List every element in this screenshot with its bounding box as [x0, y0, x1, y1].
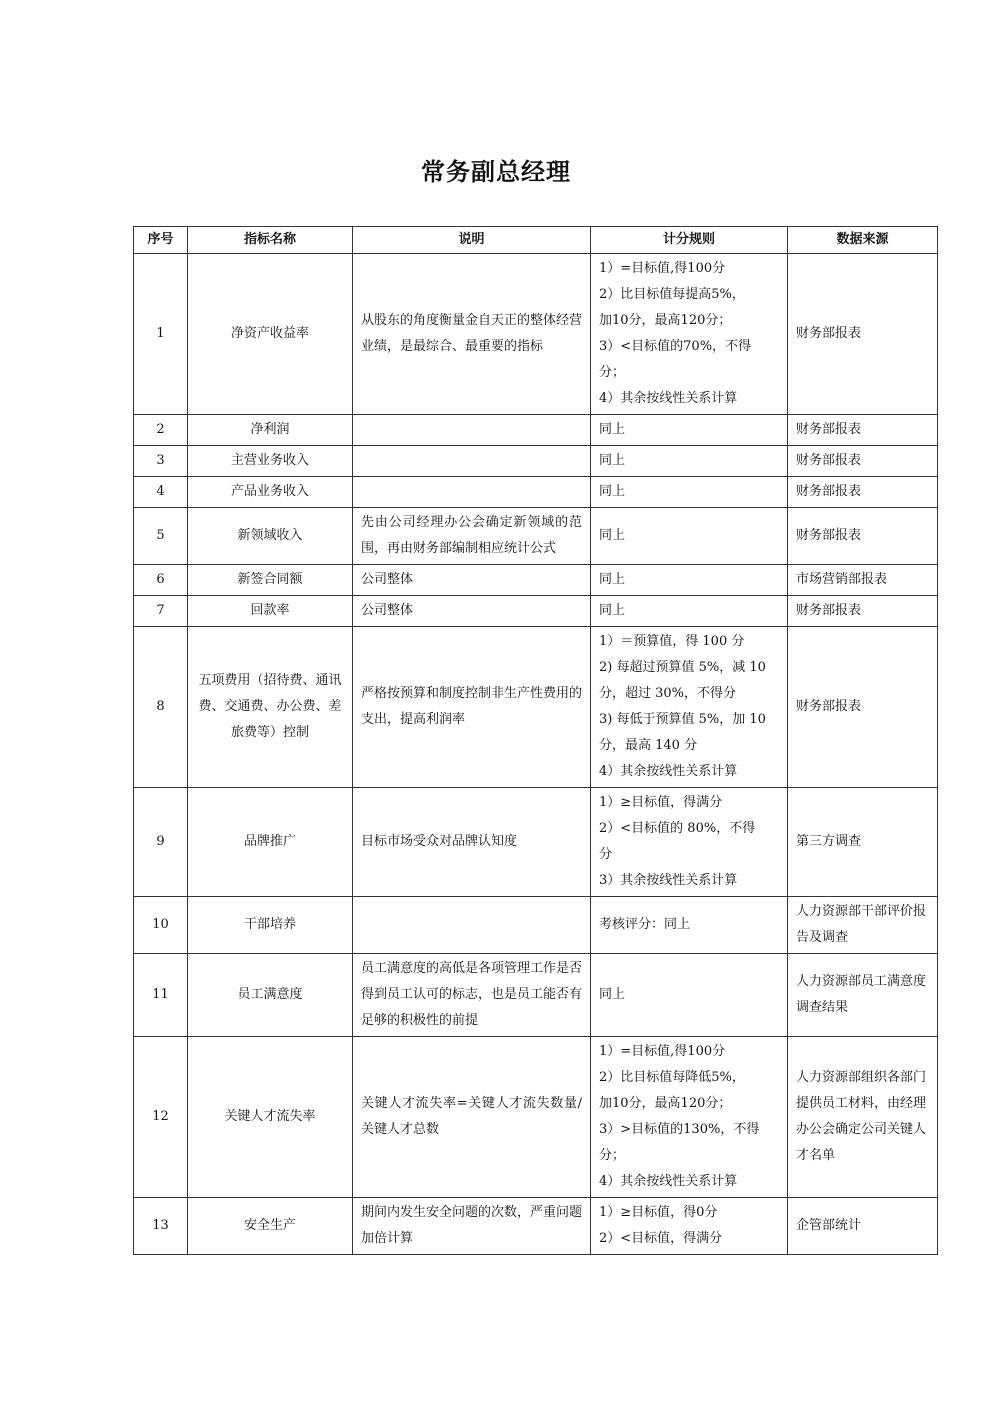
- table-row: [134, 627, 938, 788]
- document-title: 常务副总经理: [421, 158, 571, 186]
- data-source-text: 财务部报表: [796, 528, 862, 543]
- indicator-name: [188, 477, 353, 508]
- row-number: [134, 415, 188, 446]
- row-number-text: 9: [156, 834, 165, 849]
- table-header-row: [134, 227, 938, 254]
- table-row: [134, 446, 938, 477]
- row-number-text: 10: [152, 917, 169, 932]
- data-source-text: 财务部报表: [796, 484, 862, 499]
- indicator-name-text: 关键人才流失率: [224, 1109, 316, 1124]
- scoring-rule-line: 1）≥目标值，得0分: [599, 1205, 718, 1220]
- scoring-rule-line: 同上: [599, 603, 626, 618]
- data-source-text: 人力资源部组织各部门提供员工材料，由经理办公会确定公司关键人才名单: [796, 1070, 927, 1163]
- row-number-text: 3: [156, 453, 165, 468]
- indicator-description: [353, 897, 591, 954]
- row-number: [134, 446, 188, 477]
- indicator-description: [353, 1198, 591, 1255]
- data-source: [788, 627, 938, 788]
- header-scoring-rule: 计分规则: [591, 227, 788, 254]
- scoring-rule: [591, 446, 788, 477]
- indicator-description-text: 先由公司经理办公会确定新领域的范围，再由财务部编制相应统计公式: [361, 515, 582, 556]
- row-number: [134, 627, 188, 788]
- indicator-description: [353, 565, 591, 596]
- scoring-rule-line: 4）其余按线性关系计算: [599, 391, 738, 406]
- data-source-text: 企管部统计: [796, 1218, 862, 1233]
- indicator-description-text: 期间内发生安全问题的次数，严重问题加倍计算: [361, 1205, 583, 1246]
- indicator-name: [188, 897, 353, 954]
- data-source: [788, 788, 938, 897]
- indicator-name: [188, 596, 353, 627]
- indicator-name-text: 五项费用（招待费、通讯费、交通费、办公费、差旅费等）控制: [198, 673, 342, 740]
- scoring-rule-line: 3）<目标值的70%，不得: [599, 339, 752, 354]
- scoring-rule: [591, 477, 788, 508]
- row-number-text: 6: [156, 572, 165, 587]
- data-source: [788, 415, 938, 446]
- data-source: [788, 1037, 938, 1198]
- indicator-name-text: 净资产收益率: [230, 326, 309, 341]
- table-row: [134, 415, 938, 446]
- header-indicator-name: 指标名称: [188, 227, 353, 254]
- scoring-rule-line: 分；: [599, 365, 626, 380]
- indicator-name-text: 员工满意度: [237, 987, 303, 1002]
- data-source: [788, 954, 938, 1037]
- scoring-rule-line: 同上: [599, 484, 626, 499]
- scoring-rule-line: 1）=目标值,得100分: [599, 261, 726, 276]
- scoring-rule: [591, 415, 788, 446]
- table-row: [134, 508, 938, 565]
- indicator-description: [353, 788, 591, 897]
- indicator-description: [353, 415, 591, 446]
- row-number: [134, 954, 188, 1037]
- scoring-rule: [591, 627, 788, 788]
- scoring-rule: [591, 254, 788, 415]
- indicator-description: [353, 627, 591, 788]
- scoring-rule-line: 分，超过 30%，不得分: [599, 686, 737, 701]
- table-body: [134, 254, 938, 1255]
- scoring-rule-line: 4）其余按线性关系计算: [599, 1174, 738, 1189]
- data-source-text: 人力资源部员工满意度调查结果: [796, 974, 927, 1015]
- data-source: [788, 565, 938, 596]
- scoring-rule-line: 3）>目标值的130%，不得: [599, 1122, 760, 1137]
- scoring-rule: [591, 788, 788, 897]
- row-number-text: 5: [156, 528, 165, 543]
- scoring-rule-line: 分，最高 140 分: [599, 738, 698, 753]
- row-number-text: 8: [156, 699, 165, 714]
- row-number: [134, 477, 188, 508]
- table-row: [134, 565, 938, 596]
- indicator-name: [188, 954, 353, 1037]
- scoring-rule-line: 2) 每超过预算值 5%，减 10: [599, 660, 766, 675]
- row-number: [134, 596, 188, 627]
- row-number: [134, 1198, 188, 1255]
- scoring-rule: [591, 565, 788, 596]
- indicator-name-text: 产品业务收入: [230, 484, 309, 499]
- scoring-rule: [591, 1198, 788, 1255]
- header-no: 序号: [134, 227, 188, 254]
- scoring-rule-line: 加10分，最高120分；: [599, 313, 732, 328]
- indicator-name-text: 新签合同额: [237, 572, 303, 587]
- indicator-name-text: 干部培养: [243, 917, 296, 932]
- indicator-description-text: 关键人才流失率=关键人才流失数量/关键人才总数: [361, 1096, 582, 1137]
- indicator-name: [188, 1198, 353, 1255]
- data-source: [788, 897, 938, 954]
- table-row: [134, 254, 938, 415]
- row-number: [134, 1037, 188, 1198]
- data-source-text: 财务部报表: [796, 603, 862, 618]
- scoring-rule: [591, 897, 788, 954]
- scoring-rule: [591, 954, 788, 1037]
- data-source: [788, 1198, 938, 1255]
- indicator-name-text: 主营业务收入: [230, 453, 309, 468]
- table-row: [134, 1198, 938, 1255]
- indicator-name: [188, 446, 353, 477]
- table-row: [134, 954, 938, 1037]
- row-number-text: 7: [156, 603, 165, 618]
- indicator-name: [188, 565, 353, 596]
- scoring-rule: [591, 596, 788, 627]
- row-number: [134, 565, 188, 596]
- scoring-rule-line: 考核评分：同上: [599, 917, 691, 932]
- header-data-source: 数据来源: [788, 227, 938, 254]
- indicator-name-text: 净利润: [250, 422, 290, 437]
- row-number-text: 1: [156, 326, 165, 341]
- indicator-description: [353, 254, 591, 415]
- scoring-rule-line: 同上: [599, 453, 626, 468]
- indicator-description-text: 公司整体: [361, 603, 414, 618]
- row-number: [134, 897, 188, 954]
- data-source: [788, 446, 938, 477]
- indicator-name: [188, 1037, 353, 1198]
- scoring-rule-line: 1）=目标值,得100分: [599, 1044, 726, 1059]
- scoring-rule-line: 同上: [599, 422, 626, 437]
- indicator-description: [353, 1037, 591, 1198]
- data-source-text: 财务部报表: [796, 699, 862, 714]
- indicator-description-text: 目标市场受众对品牌认知度: [361, 834, 518, 849]
- scoring-rule-line: 1）≥目标值，得满分: [599, 795, 723, 810]
- row-number: [134, 254, 188, 415]
- scoring-rule-line: 2）<目标值，得满分: [599, 1231, 723, 1246]
- table-row: [134, 477, 938, 508]
- data-source-text: 人力资源部干部评价报告及调查: [796, 904, 927, 945]
- scoring-rule-line: 分: [599, 847, 613, 862]
- indicator-name: [188, 415, 353, 446]
- scoring-rule-line: 1）＝预算值，得 100 分: [599, 634, 745, 649]
- table-row: [134, 596, 938, 627]
- indicator-name-text: 回款率: [250, 603, 290, 618]
- row-number-text: 13: [152, 1218, 169, 1233]
- indicator-description: [353, 477, 591, 508]
- scoring-rule-line: 分；: [599, 1148, 626, 1163]
- scoring-rule-line: 2）比目标值每提高5%，: [599, 287, 745, 302]
- scoring-rule: [591, 1037, 788, 1198]
- row-number: [134, 508, 188, 565]
- indicator-name-text: 品牌推广: [243, 834, 296, 849]
- table-row: [134, 1037, 938, 1198]
- indicator-description: [353, 954, 591, 1037]
- data-source-text: 财务部报表: [796, 326, 862, 341]
- scoring-rule: [591, 508, 788, 565]
- row-number-text: 11: [152, 987, 169, 1002]
- data-source-text: 财务部报表: [796, 422, 862, 437]
- kpi-table: [133, 226, 938, 1255]
- row-number: [134, 788, 188, 897]
- data-source-text: 第三方调查: [796, 834, 862, 849]
- table-row: [134, 788, 938, 897]
- indicator-name: [188, 788, 353, 897]
- scoring-rule-line: 同上: [599, 528, 626, 543]
- table-row: [134, 897, 938, 954]
- indicator-name: [188, 627, 353, 788]
- indicator-description-text: 从股东的角度衡量金自天正的整体经营业绩，是最综合、最重要的指标: [361, 313, 583, 354]
- indicator-description: [353, 446, 591, 477]
- scoring-rule-line: 加10分，最高120分；: [599, 1096, 732, 1111]
- scoring-rule-line: 2）比目标值每降低5%，: [599, 1070, 745, 1085]
- indicator-name: [188, 254, 353, 415]
- data-source: [788, 254, 938, 415]
- header-description: 说明: [353, 227, 591, 254]
- indicator-description-text: 公司整体: [361, 572, 414, 587]
- scoring-rule-line: 同上: [599, 572, 626, 587]
- indicator-description-text: 严格按预算和制度控制非生产性费用的支出，提高利润率: [361, 686, 583, 727]
- row-number-text: 12: [152, 1109, 169, 1124]
- indicator-description-text: 员工满意度的高低是各项管理工作是否得到员工认可的标志，也是员工能否有足够的积极性的前提: [361, 961, 583, 1028]
- scoring-rule-line: 4）其余按线性关系计算: [599, 764, 738, 779]
- scoring-rule-line: 同上: [599, 987, 626, 1002]
- indicator-name: [188, 508, 353, 565]
- row-number-text: 4: [156, 484, 165, 499]
- data-source: [788, 508, 938, 565]
- data-source: [788, 477, 938, 508]
- indicator-description: [353, 508, 591, 565]
- data-source-text: 财务部报表: [796, 453, 862, 468]
- data-source: [788, 596, 938, 627]
- scoring-rule-line: 3) 每低于预算值 5%，加 10: [599, 712, 766, 727]
- indicator-description: [353, 596, 591, 627]
- indicator-name-text: 安全生产: [243, 1218, 296, 1233]
- data-source-text: 市场营销部报表: [796, 572, 888, 587]
- indicator-name-text: 新领域收入: [237, 528, 303, 543]
- scoring-rule-line: 3）其余按线性关系计算: [599, 873, 738, 888]
- scoring-rule-line: 2）<目标值的 80%，不得: [599, 821, 756, 836]
- row-number-text: 2: [156, 422, 165, 437]
